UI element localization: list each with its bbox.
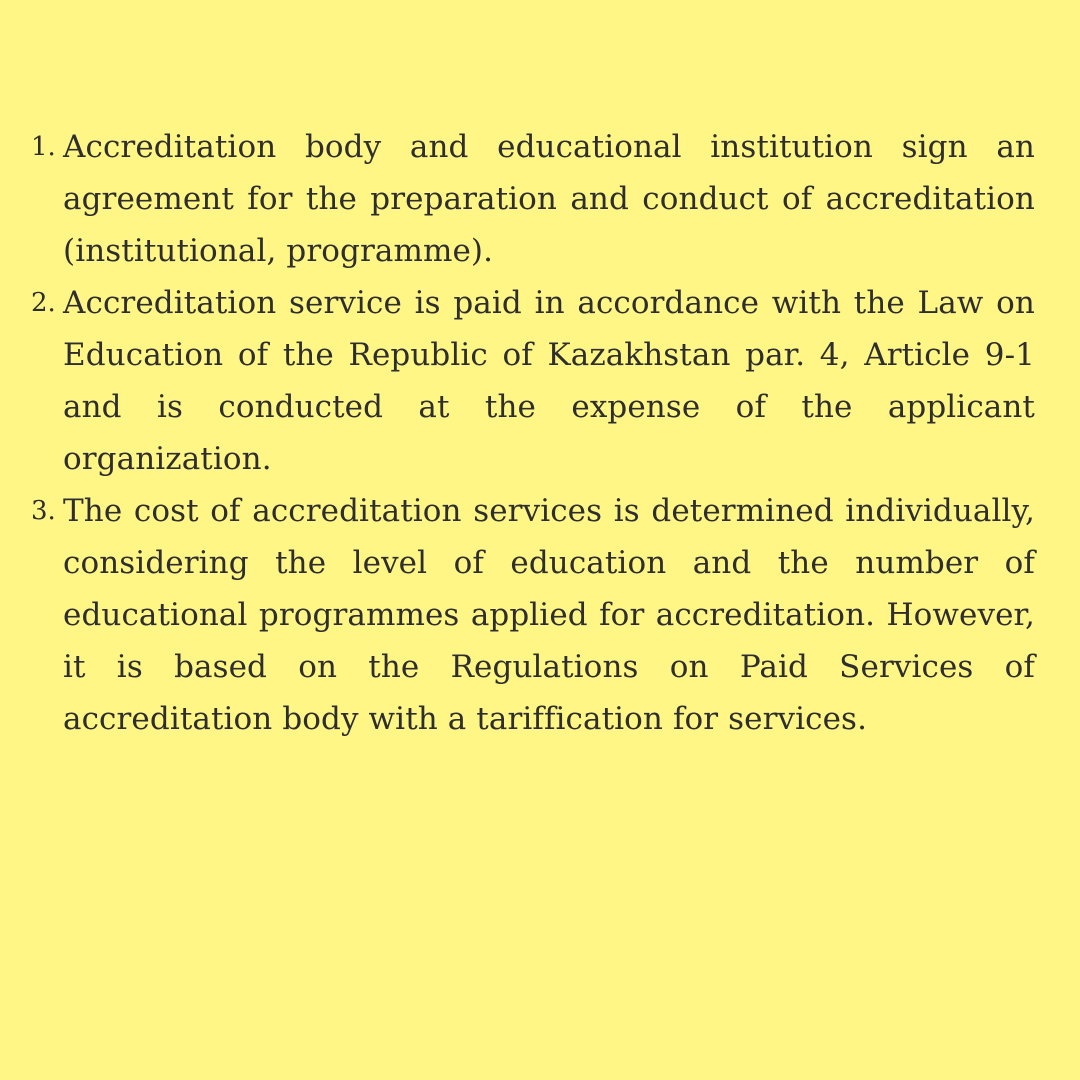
list-item-number: 3. — [31, 496, 56, 526]
list-item-number: 1. — [31, 132, 56, 162]
list-item — [31, 277, 1035, 485]
list-item-number: 2. — [31, 288, 56, 318]
list-item-text: Accreditation body and educational institution sign an agreement for the preparation and conduct of accreditation (institutional, programme). — [63, 129, 1035, 269]
list-item-text: The cost of accreditation services is determined individually, considering the level of education and the number of educational programmes applied for accreditation. However, it is based on the Regulations on Paid Services of accreditation body with a tariffication for services. — [63, 493, 1035, 737]
numbered-list — [31, 121, 1035, 745]
list-item-text: Accreditation service is paid in accordance with the Law on Education of the Republic of Kazakhstan par. 4, Article 9-1 and is conducted at the expense of the applicant organization. — [63, 285, 1035, 477]
list-item — [31, 485, 1035, 745]
list-item — [31, 121, 1035, 277]
